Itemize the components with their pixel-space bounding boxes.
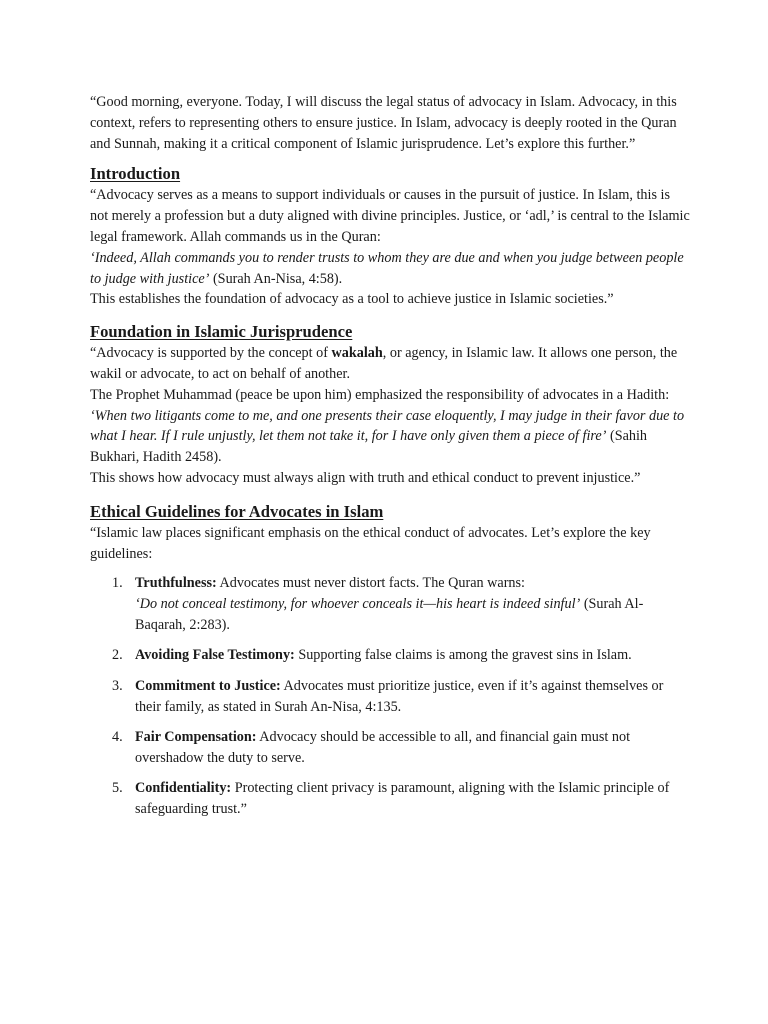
list-item xyxy=(90,645,690,666)
list-item-title: Commitment to Justice: xyxy=(135,677,281,694)
document-page xyxy=(90,92,690,829)
ethics-heading: Ethical Guidelines for Advocates in Islam xyxy=(90,501,384,521)
list-item-title: Avoiding False Testimony: xyxy=(135,647,295,664)
list-item-text: Supporting false claims is among the gravest sins in Islam. xyxy=(294,647,632,664)
list-item xyxy=(90,676,690,718)
list-number: 1. xyxy=(112,575,123,592)
foundation-text-end: , or agency, in Islamic law. It allows one person, the wakil or advocate, to act on behalf of another. xyxy=(90,345,678,382)
wakalah-term: wakalah xyxy=(331,345,383,362)
list-item-title: Truthfulness: xyxy=(135,575,217,592)
list-item-text: Protecting client privacy is paramount, aligning with the Islamic principle of safeguarding trust.” xyxy=(135,780,670,817)
introduction-paragraph xyxy=(90,185,690,310)
list-item-title: Fair Compensation: xyxy=(135,728,257,745)
list-item xyxy=(90,573,690,635)
foundation-heading: Foundation in Islamic Jurisprudence xyxy=(90,322,353,342)
hadith-quote: ‘When two litigants come to me, and one presents their case eloquently, I may judge in their favor due to what I hear. If I rule unjustly, let them not take it, for I have only given them a piece of fire’ xyxy=(90,407,685,445)
list-item-title: Confidentiality: xyxy=(135,780,232,797)
list-number: 3. xyxy=(112,677,123,694)
list-item xyxy=(90,778,690,820)
opening-paragraph: “Good morning, everyone. Today, I will discuss the legal status of advocacy in Islam. Advocacy, in this context, refers to representing others to ensure justice. In Islam, advocacy is deeply rooted in the Quran and Sunnah, making it a critical component of Islamic jurisprudence. Let’s explore this further.” xyxy=(90,94,677,152)
list-item-text: Advocates must never distort facts. The Quran warns: xyxy=(216,575,525,592)
list-number: 4. xyxy=(112,728,123,745)
list-item-quote-ref: (Surah Al-Baqarah, 2:283). xyxy=(135,596,644,633)
hadith-quote-ref: (Sahih Bukhari, Hadith 2458). xyxy=(90,428,648,466)
introduction-quote: ‘Indeed, Allah commands you to render trusts to whom they are due and when you judge between people to judge with justice’ xyxy=(90,249,684,287)
list-item xyxy=(90,727,690,769)
introduction-quote-ref: (Surah An-Nisa, 4:58). xyxy=(209,270,343,287)
introduction-closing: This establishes the foundation of advocacy as a tool to achieve justice in Islamic societies.” xyxy=(90,291,614,308)
foundation-closing: This shows how advocacy must always align with truth and ethical conduct to prevent injustice.” xyxy=(90,469,641,486)
foundation-paragraph xyxy=(90,343,690,489)
list-item-quote: ‘Do not conceal testimony, for whoever conceals it—his heart is indeed sinful’ xyxy=(135,596,581,613)
ethics-paragraph: “Islamic law places significant emphasis on the ethical conduct of advocates. Let’s explore the key guidelines: xyxy=(90,524,651,562)
introduction-text: “Advocacy serves as a means to support individuals or causes in the pursuit of justice. In Islam, this is not merely a profession but a duty aligned with divine principles. Justice, or ‘adl,’ is central to the Islamic legal framework. Allah commands us in the Quran: xyxy=(90,187,690,245)
list-item-text: Advocacy should be accessible to all, and financial gain must not overshadow the duty to serve. xyxy=(135,728,631,766)
list-number: 2. xyxy=(112,647,123,664)
introduction-heading: Introduction xyxy=(90,164,181,184)
hadith-intro: The Prophet Muhammad (peace be upon him) emphasized the responsibility of advocates in a Hadith: xyxy=(90,386,670,403)
list-item-text: Advocates must prioritize justice, even if it’s against themselves or their family, as stated in Surah An-Nisa, 4:135. xyxy=(135,677,664,715)
list-number: 5. xyxy=(112,780,123,797)
guidelines-list xyxy=(90,573,690,819)
foundation-text-start: “Advocacy is supported by the concept of xyxy=(90,345,332,362)
